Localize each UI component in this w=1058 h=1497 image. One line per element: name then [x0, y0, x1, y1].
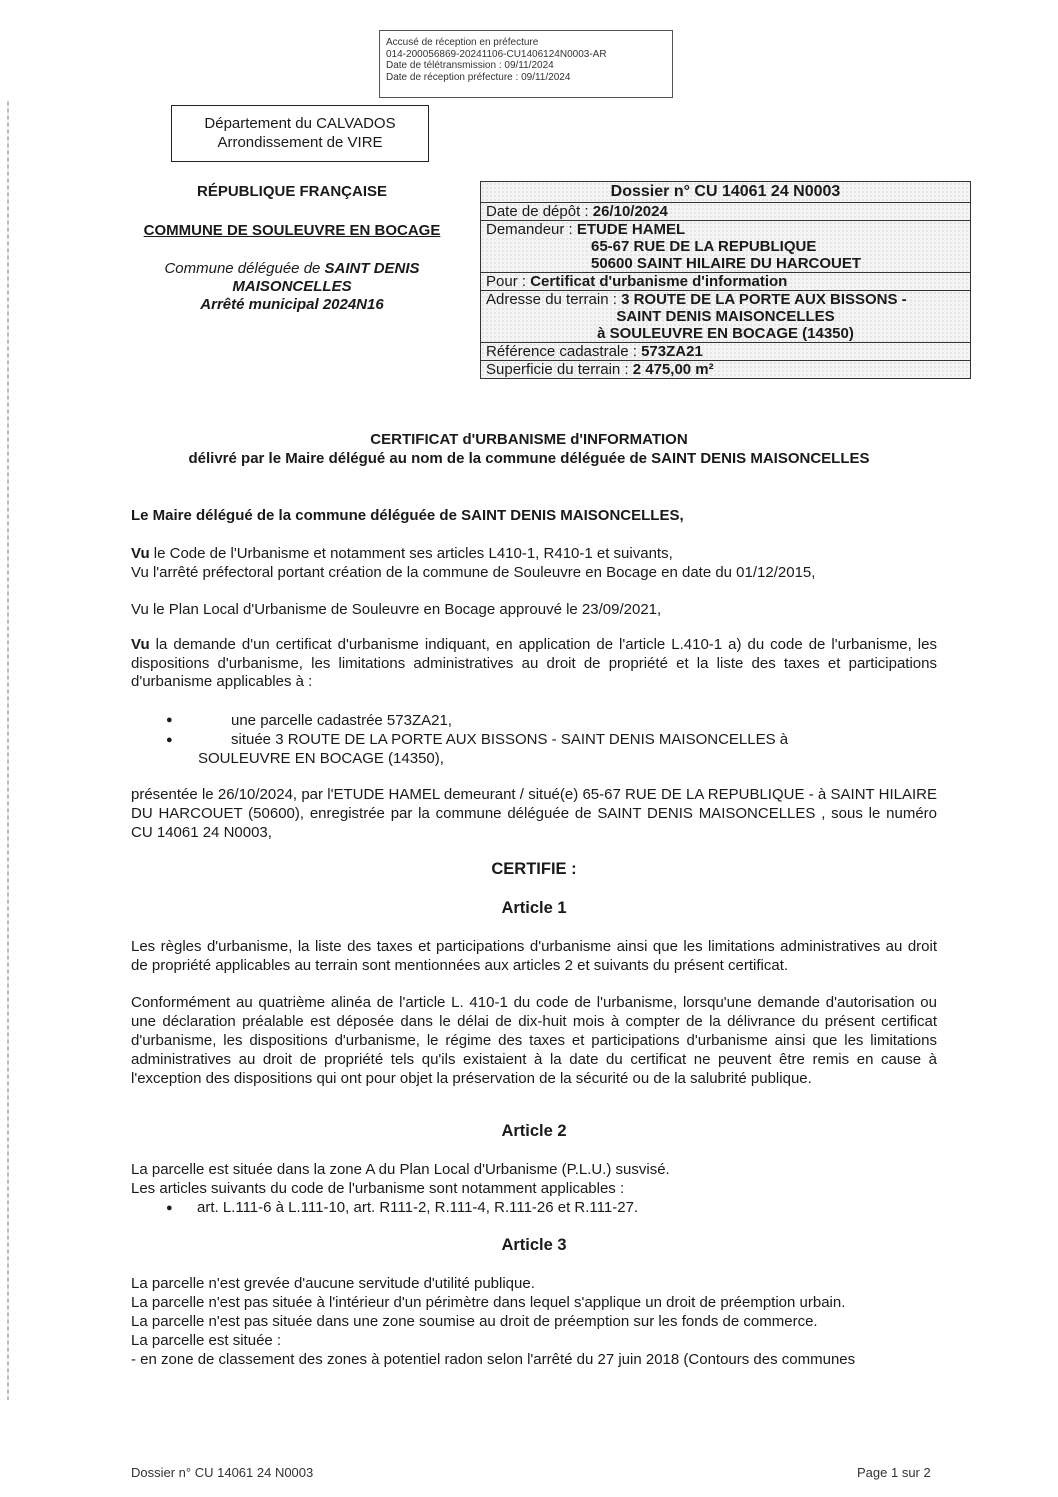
commune-deleguee-block — [122, 260, 462, 314]
article-2-heading: Article 2 — [501, 1122, 567, 1140]
prefecture-receipt-stamp — [379, 30, 673, 98]
demandeur-row — [480, 220, 971, 272]
vu-demande-text: la demande d'un certificat d'urbanisme indiquant, en application de l'article L.410-1 a) du code de l'urbanisme, les dispositions d'urbanisme, les limitations administratives au droit de propriété et la liste des taxes et participations d'urbanisme applicables à : — [131, 636, 937, 690]
vu-code-urbanisme — [131, 544, 937, 563]
article-3-line-2: La parcelle n'est pas située à l'intérieur d'un périmètre dans lequel s'applique un droit de préemption urbain. — [131, 1294, 846, 1311]
vu-text: le Code de l'Urbanisme et notamment ses articles L410-1, R410-1 et suivants, — [149, 545, 673, 562]
superficie-row — [480, 360, 971, 379]
deleguee-prefix: Commune déléguée de — [164, 260, 325, 277]
pour-label: Pour : — [486, 273, 531, 290]
bullet-situee-line2: SOULEUVRE EN BOCAGE (14350), — [198, 750, 444, 767]
scan-margin-artifact — [7, 100, 9, 1400]
bullet-icon: ● — [166, 1202, 173, 1214]
adresse-line — [486, 291, 965, 308]
receipt-line: Date de réception préfecture : 09/11/2024 — [386, 71, 571, 83]
date-depot-row — [480, 202, 971, 220]
article-1-heading: Article 1 — [501, 899, 567, 917]
department-value: CALVADOS — [316, 115, 396, 132]
vu-plu: Vu le Plan Local d'Urbanisme de Souleuvre en Bocage approuvé le 23/09/2021, — [131, 601, 662, 618]
arrete-text: Arrêté municipal 2024N16 — [200, 296, 384, 313]
article-1-paragraph-2: Conformément au quatrième alinéa de l'article L. 410-1 du code de l'urbanisme, lorsqu'une demande d'autorisation ou une déclaration préalable est déposée dans le délai de dix-huit mois à compter de la délivrance du présent certificat d'urbanisme, les dispositions d'urbanisme, le régime des taxes et participations d'urbanisme ainsi que les limitations administratives au droit de propriété tels qu'ils existaient à la date du certificat ne peuvent être remis en cause à l'exception des dispositions qui ont pour objet la préservation de la sécurité ou de la salubrité publique. — [131, 994, 937, 1087]
adresse-line-3: à SOULEUVRE EN BOCAGE (14350) — [597, 325, 854, 342]
receipt-line: 014-200056869-20241106-CU1406124N0003-AR — [386, 48, 607, 60]
vu-demande — [131, 636, 937, 692]
article-3-line-5: - en zone de classement des zones à potentiel radon selon l'arrêté du 27 juin 2018 (Contours des communes — [131, 1351, 856, 1368]
dossier-number: Dossier n° CU 14061 24 N0003 — [480, 181, 971, 202]
commune-heading: COMMUNE DE SOULEUVRE EN BOCAGE — [143, 222, 441, 239]
deleguee-name: SAINT DENIS — [324, 260, 420, 277]
reference-value: 573ZA21 — [641, 343, 703, 360]
demandeur-address-2: 50600 SAINT HILAIRE DU HARCOUET — [591, 255, 862, 272]
deleguee-line1 — [122, 260, 462, 278]
vu-keyword: Vu — [131, 545, 150, 562]
department-label: Département du — [204, 115, 317, 132]
pour-value: Certificat d'urbanisme d'information — [530, 273, 788, 290]
date-depot-value: 26/10/2024 — [592, 203, 668, 220]
demandeur-label: Demandeur : — [486, 221, 577, 238]
article-2-line-1: La parcelle est située dans la zone A du Plan Local d'Urbanisme (P.L.U.) susvisé. — [131, 1161, 670, 1178]
article-2-line-2: Les articles suivants du code de l'urbanisme sont notamment applicables : — [131, 1180, 625, 1197]
arrete-number — [122, 296, 462, 314]
reference-label: Référence cadastrale : — [486, 343, 642, 360]
demandeur-name: ETUDE HAMEL — [576, 221, 686, 238]
article-3-line-3: La parcelle n'est pas située dans une zone soumise au droit de préemption sur les fonds de commerce. — [131, 1313, 818, 1330]
certificate-subtitle: délivré par le Maire délégué au nom de la commune déléguée de SAINT DENIS MAISONCELLES — [188, 450, 870, 467]
receipt-line: Date de télétransmission : 09/11/2024 — [386, 60, 554, 71]
bullet-icon: ● — [166, 714, 173, 726]
certificate-title: CERTIFICAT d'URBANISME d'INFORMATION — [370, 431, 688, 448]
article-1-paragraph-1: Les règles d'urbanisme, la liste des taxes et participations d'urbanisme ainsi que les limitations administratives au droit de propriété applicables au terrain sont mentionnées aux articles 2 et suivants du présent certificat. — [131, 938, 937, 974]
dossier-info-box — [480, 181, 971, 379]
department-line — [172, 114, 428, 133]
footer-dossier-number: Dossier n° CU 14061 24 N0003 — [131, 1465, 314, 1480]
certifie-heading: CERTIFIE : — [491, 860, 577, 878]
bullet-parcelle: une parcelle cadastrée 573ZA21, — [231, 712, 452, 729]
adresse-line-2: SAINT DENIS MAISONCELLES — [616, 308, 835, 325]
pour-row — [480, 272, 971, 290]
vu-keyword-2: Vu — [131, 636, 150, 653]
bullet-icon: ● — [166, 734, 173, 746]
deleguee-name-2: MAISONCELLES — [232, 278, 352, 295]
maire-statement: Le Maire délégué de la commune déléguée de SAINT DENIS MAISONCELLES, — [131, 507, 684, 524]
presentee-paragraph: présentée le 26/10/2024, par l'ETUDE HAMEL demeurant / situé(e) 65-67 RUE DE LA REPUBLIQUE - à SAINT HILAIRE DU HARCOUET (50600), enregistrée par la commune déléguée de SAINT DENIS MAISONCELLES , sous le numéro CU 14061 24 N0003, — [131, 786, 937, 841]
arrondissement-value: VIRE — [347, 134, 383, 151]
article-3-line-4: La parcelle est située : — [131, 1332, 282, 1349]
adresse-label: Adresse du terrain : — [486, 291, 622, 308]
adresse-terrain-row — [480, 290, 971, 342]
vu-arrete-prefectoral: Vu l'arrêté préfectoral portant création de la commune de Souleuvre en Bocage en date du 01/12/2015, — [131, 564, 816, 581]
superficie-value: 2 475,00 m² — [632, 361, 714, 378]
arrondissement-label: Arrondissement de — [217, 134, 348, 151]
reference-cadastrale-row — [480, 342, 971, 360]
article-3-heading: Article 3 — [501, 1236, 567, 1254]
demandeur-line — [486, 221, 965, 238]
adresse-value: 3 ROUTE DE LA PORTE AUX BISSONS - — [621, 291, 907, 308]
superficie-label: Superficie du terrain : — [486, 361, 633, 378]
deleguee-line2 — [122, 278, 462, 296]
department-box — [171, 105, 429, 162]
republique-heading: RÉPUBLIQUE FRANÇAISE — [196, 183, 387, 200]
date-depot-label: Date de dépôt : — [486, 203, 593, 220]
bullet-situee-line1: située 3 ROUTE DE LA PORTE AUX BISSONS - SAINT DENIS MAISONCELLES à — [231, 731, 789, 748]
demandeur-address-1: 65-67 RUE DE LA REPUBLIQUE — [591, 238, 817, 255]
article-2-bullet: art. L.111-6 à L.111-10, art. R111-2, R.111-4, R.111-26 et R.111-27. — [197, 1199, 639, 1216]
footer-page-number: Page 1 sur 2 — [857, 1465, 931, 1480]
receipt-line: Accusé de réception en préfecture — [386, 37, 539, 48]
article-3-line-1: La parcelle n'est grevée d'aucune servitude d'utilité publique. — [131, 1275, 535, 1292]
arrondissement-line — [172, 133, 428, 152]
